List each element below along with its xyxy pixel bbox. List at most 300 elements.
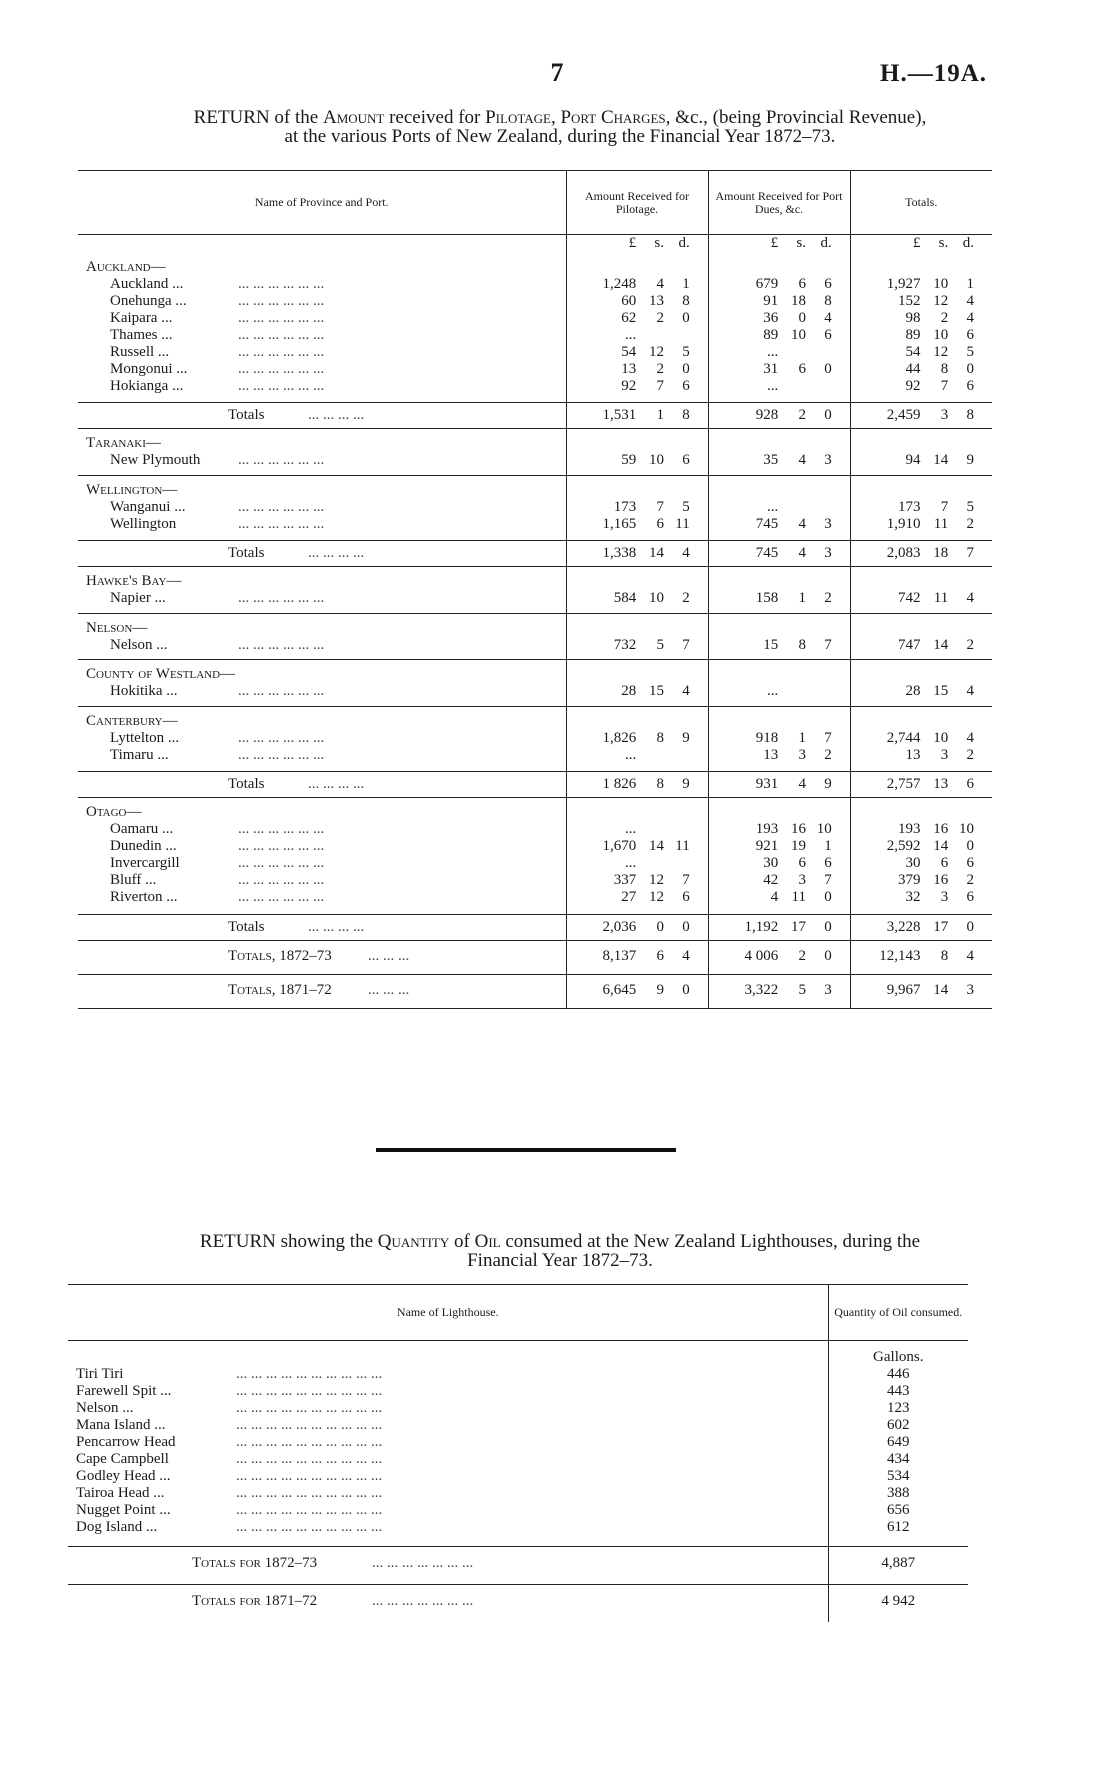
leader-dots: ... ... ... ... ... ... (238, 889, 325, 905)
leader-dots: ... ... ... ... ... ... ... ... ... ... (236, 1519, 383, 1535)
pounds-value: 36 (763, 309, 779, 326)
shillings-value: 8 (940, 360, 949, 377)
port-name-cell (78, 821, 566, 838)
pence-value: 5 (682, 343, 690, 360)
leader-dots: ... ... ... (368, 947, 410, 964)
amount-cell (566, 276, 708, 293)
lighthouse-name-cell (68, 1366, 828, 1383)
pounds-value: 28 (621, 683, 637, 699)
leader-dots: ... ... ... ... ... ... (238, 515, 325, 532)
pence-value: 4 (966, 292, 974, 309)
lighthouse-name-cell (68, 1468, 828, 1485)
port-row (78, 378, 992, 395)
lighthouse-row (68, 1400, 968, 1417)
leader-dots: ... ... ... ... ... ... ... ... ... ... (236, 1417, 383, 1433)
pounds-value: 379 (898, 872, 921, 888)
pence-value: 8 (682, 292, 690, 309)
pence-value: 6 (966, 855, 974, 871)
leader-dots: ... ... ... ... ... ... (238, 275, 325, 292)
port-name: Auckland ... (110, 275, 184, 292)
amount-cell (850, 940, 992, 974)
pounds-value: 2,757 (886, 776, 921, 792)
oil-quantity: 656 (887, 1502, 910, 1518)
pounds-value: 745 (755, 515, 779, 532)
port-name-cell (78, 327, 566, 344)
leader-dots: ... ... ... ... ... ... (238, 636, 325, 653)
shillings-value: 7 (940, 377, 949, 394)
pounds-value: 2,459 (886, 407, 921, 423)
port-row (78, 855, 992, 872)
shillings-value: 5 (656, 636, 664, 653)
shillings-value: 9 (656, 981, 664, 998)
shillings-value: 14 (649, 545, 664, 561)
port-row (78, 889, 992, 906)
amount-cell (566, 974, 708, 1008)
leader-dots: ... ... ... ... ... ... ... ... ... ... (236, 1502, 383, 1518)
amount-cell (708, 541, 850, 567)
amount-cell (708, 838, 850, 855)
pence-value: 6 (682, 452, 690, 468)
port-name-cell (78, 276, 566, 293)
shillings-value: 10 (649, 452, 664, 468)
section-divider (376, 1148, 676, 1152)
amount-cell (708, 940, 850, 974)
lighthouse-row (68, 1383, 968, 1400)
col-header-totals: Totals. (905, 195, 938, 209)
port-row (78, 276, 992, 293)
page-number: 7 (550, 58, 564, 87)
pence-value: 0 (966, 838, 974, 854)
amount-cell (708, 889, 850, 906)
leader-dots: ... ... ... ... ... ... ... ... ... ... (236, 1366, 383, 1382)
oil-total-quantity: 4 942 (881, 1592, 916, 1609)
port-name-cell (78, 855, 566, 872)
pilotage-title-post: , &c., (being Provincial Revenue), (665, 107, 927, 128)
leader-dots: ... ... ... ... ... ... (238, 729, 325, 746)
amount-cell (850, 683, 992, 700)
shillings-value: 2 (656, 360, 664, 377)
amount-cell (566, 821, 708, 838)
oil-title-sc2: Oil (474, 1231, 501, 1252)
amount-cell (850, 914, 992, 940)
pounds-value: 9,967 (886, 981, 921, 998)
amount-cell (850, 499, 992, 516)
units-row (78, 235, 992, 257)
pounds-value: 2,083 (886, 545, 921, 561)
port-row (78, 516, 992, 533)
port-name-cell (78, 872, 566, 889)
oil-quantity: 388 (887, 1485, 910, 1501)
amount-cell (850, 344, 992, 361)
unit-shilling: s. (654, 235, 664, 251)
amount-cell (708, 590, 850, 607)
pence-value: 8 (682, 407, 690, 423)
pilotage-title-line2: at the various Ports of New Zealand, during the Financial Year 1872–73. (284, 126, 836, 147)
province-row (78, 798, 992, 822)
shillings-value: 10 (933, 326, 949, 343)
amount-cell (566, 361, 708, 378)
port-name-cell (78, 730, 566, 747)
unit-pound: £ (913, 235, 921, 251)
province-row (78, 429, 992, 453)
shillings-value: 11 (933, 515, 949, 532)
amount-cell (566, 499, 708, 516)
amount-cell (566, 403, 708, 429)
shillings-value: 2 (798, 947, 806, 964)
shillings-value: 12 (649, 872, 664, 888)
province-row (78, 567, 992, 591)
amount-cell (566, 310, 708, 327)
pounds-value: 921 (755, 838, 779, 854)
pence-value: 0 (824, 947, 832, 964)
pence-value: 7 (966, 545, 974, 561)
shillings-value: 2 (798, 407, 806, 423)
lighthouse-name: Farewell Spit ... (76, 1383, 172, 1399)
pence-value: 11 (675, 838, 690, 854)
leader-dots: ... ... ... ... ... ... ... ... ... ... (236, 1383, 383, 1399)
pence-value: 3 (824, 515, 832, 532)
pence-value: 4 (966, 683, 974, 699)
shillings-value: 0 (798, 309, 806, 326)
pounds-value: 15 (763, 636, 779, 653)
pence-value: 9 (966, 452, 974, 468)
units-cell (566, 235, 708, 257)
lighthouse-name: Tairoa Head ... (76, 1485, 165, 1501)
amount-cell (850, 293, 992, 310)
amount-cell (850, 452, 992, 469)
amount-cell (850, 974, 992, 1008)
pence-value: 4 (824, 309, 832, 326)
pounds-value: 1,927 (886, 275, 921, 292)
pounds-value: 337 (613, 872, 637, 888)
port-name: Lyttelton ... (110, 729, 180, 746)
amount-cell (566, 683, 708, 700)
pounds-value: 13 (905, 746, 921, 763)
pence-value: 2 (966, 636, 974, 653)
leader-dots: ... ... ... ... ... ... ... ... ... ... (236, 1400, 383, 1416)
leader-dots: ... ... ... ... ... ... (238, 821, 325, 837)
lighthouse-name: Pencarrow Head (76, 1434, 176, 1450)
port-name: Mongonui ... (110, 360, 188, 377)
pounds-value: 54 (621, 343, 637, 360)
port-row (78, 499, 992, 516)
province-total-row (78, 914, 992, 940)
pence-value: 6 (824, 855, 832, 871)
leader-dots: ... ... ... ... ... ... (238, 746, 325, 763)
port-name: Hokitika ... (110, 683, 178, 699)
pence-value: 11 (675, 515, 690, 532)
province-name: Otago— (78, 798, 566, 822)
pence-value: 4 (966, 729, 974, 746)
oil-title-line2: Financial Year 1872–73. (467, 1250, 653, 1271)
pounds-value: 54 (905, 343, 921, 360)
pounds-value: 35 (763, 452, 779, 468)
total-label: Totals (228, 918, 265, 935)
port-row (78, 327, 992, 344)
leader-dots: ... ... ... ... (308, 918, 365, 935)
amount-cell (708, 772, 850, 798)
leader-dots: ... ... ... ... ... ... (238, 377, 325, 394)
lighthouse-name-cell (68, 1519, 828, 1536)
oil-quantity: 602 (887, 1417, 910, 1433)
amount-cell (850, 872, 992, 889)
shillings-value: 7 (656, 377, 664, 394)
total-label: Totals (228, 545, 265, 561)
amount-cell (566, 541, 708, 567)
pounds-value: 742 (898, 590, 921, 606)
amount-cell (708, 276, 850, 293)
port-name-cell (78, 378, 566, 395)
shillings-value: 10 (933, 729, 949, 746)
amount-cell (566, 838, 708, 855)
port-row (78, 637, 992, 654)
shillings-value: 3 (940, 746, 949, 763)
amount-cell (566, 293, 708, 310)
shillings-value: 8 (656, 729, 664, 746)
pounds-value: 931 (755, 776, 779, 792)
grand-total-label: Totals, 1872–73 (228, 947, 332, 964)
pounds-value: 60 (621, 292, 637, 309)
shillings-value: 16 (791, 821, 806, 837)
pence-value: 0 (824, 918, 832, 935)
pounds-value: 27 (621, 889, 637, 905)
grand-total-row (78, 940, 992, 974)
pence-value: 7 (824, 636, 832, 653)
shillings-value: 14 (649, 838, 664, 854)
amount-cell (708, 344, 850, 361)
amount-cell (708, 974, 850, 1008)
lighthouse-row (68, 1468, 968, 1485)
pounds-value: 2,744 (886, 729, 921, 746)
pence-value: 2 (966, 515, 974, 532)
pounds-value: 173 (613, 498, 637, 515)
port-name-cell (78, 637, 566, 654)
lighthouse-name-cell (68, 1434, 828, 1451)
pence-value: 4 (682, 947, 690, 964)
province-name: County of Westland— (78, 660, 566, 684)
shillings-value: 18 (791, 292, 806, 309)
lighthouse-name: Cape Campbell (76, 1451, 169, 1467)
amount-cell (708, 872, 850, 889)
pence-value: 3 (824, 545, 832, 561)
shillings-value: 7 (656, 498, 664, 515)
port-name-cell (78, 838, 566, 855)
province-name: Nelson— (78, 613, 566, 637)
pence-value: 0 (966, 918, 974, 935)
pence-value: 10 (816, 821, 832, 837)
pounds-value: 745 (755, 545, 779, 561)
pence-value: 9 (824, 776, 832, 792)
amount-cell (850, 590, 992, 607)
total-label: Totals (228, 776, 265, 792)
shillings-value: 6 (656, 947, 664, 964)
lighthouse-name: Nelson ... (76, 1400, 134, 1416)
shillings-value: 12 (933, 343, 949, 360)
pilotage-title-mid: received for (384, 107, 486, 128)
shillings-value: 3 (940, 889, 949, 905)
amount-cell (850, 361, 992, 378)
shillings-value: 4 (798, 545, 806, 561)
shillings-value: 15 (933, 683, 949, 699)
amount-cell (850, 747, 992, 764)
pence-value: 2 (966, 746, 974, 763)
oil-total-label-cell (68, 1546, 828, 1584)
shillings-value: 6 (798, 855, 806, 871)
amount-cell (850, 276, 992, 293)
pounds-value: 91 (763, 292, 779, 309)
pounds-value: 1,826 (602, 729, 637, 746)
pence-value: 6 (966, 889, 974, 905)
pounds-value: ... (767, 343, 779, 360)
leader-dots: ... ... ... ... ... ... (238, 838, 325, 854)
unit-shilling: s. (796, 235, 806, 251)
pence-value: 9 (682, 776, 690, 792)
pence-value: 0 (682, 360, 690, 377)
unit-shilling: s. (938, 235, 949, 251)
lighthouse-name-cell (68, 1417, 828, 1434)
pounds-value: 30 (763, 855, 779, 871)
pounds-value: 13 (763, 746, 779, 763)
shillings-value: 1 (798, 729, 806, 746)
pence-value: 9 (682, 729, 690, 746)
amount-cell (708, 747, 850, 764)
lighthouse-name: Tiri Tiri (76, 1366, 124, 1382)
pence-value: 8 (966, 407, 974, 423)
shillings-value: 14 (933, 636, 949, 653)
amount-cell (708, 452, 850, 469)
pence-value: 2 (682, 590, 690, 606)
grand-total-label: Totals, 1871–72 (228, 981, 332, 998)
leader-dots: ... ... ... ... (308, 407, 365, 423)
pence-value: 2 (824, 590, 832, 606)
shillings-value: 4 (798, 515, 806, 532)
unit-pound: £ (770, 235, 779, 251)
leader-dots: ... ... ... ... ... ... (238, 452, 325, 468)
pounds-value: ... (625, 855, 637, 871)
port-row (78, 590, 992, 607)
port-name-cell (78, 499, 566, 516)
pounds-value: 89 (905, 326, 921, 343)
total-label-cell (78, 914, 566, 940)
port-name: Nelson ... (110, 636, 168, 653)
shillings-value: 19 (791, 838, 806, 854)
pence-value: 0 (824, 407, 832, 423)
pence-value: 0 (682, 918, 690, 935)
amount-cell (708, 378, 850, 395)
pounds-value: ... (625, 821, 637, 837)
pence-value: 7 (824, 729, 832, 746)
province-name: Taranaki— (78, 429, 566, 453)
port-row (78, 344, 992, 361)
port-row (78, 310, 992, 327)
oil-total-row (68, 1584, 968, 1622)
pounds-value: 193 (755, 821, 779, 837)
leader-dots: ... ... ... ... ... ... (238, 326, 325, 343)
port-name: Riverton ... (110, 889, 178, 905)
shillings-value: 10 (933, 275, 949, 292)
lighthouse-name: Dog Island ... (76, 1519, 158, 1535)
pounds-value: 3,228 (886, 918, 921, 935)
amount-cell (850, 310, 992, 327)
pence-value: 5 (966, 343, 974, 360)
lighthouse-row (68, 1519, 968, 1536)
pounds-value: 42 (763, 872, 779, 888)
lighthouse-name: Nugget Point ... (76, 1502, 171, 1518)
grand-total-label-cell (78, 940, 566, 974)
port-row (78, 452, 992, 469)
leader-dots: ... ... ... ... ... ... (238, 343, 325, 360)
pounds-value: ... (767, 683, 779, 699)
shillings-value: 7 (940, 498, 949, 515)
amount-cell (708, 499, 850, 516)
shillings-value: 12 (649, 343, 664, 360)
pence-value: 7 (824, 872, 832, 888)
port-name-cell (78, 293, 566, 310)
amount-cell (850, 838, 992, 855)
amount-cell (708, 403, 850, 429)
amount-cell (566, 855, 708, 872)
lighthouse-row (68, 1434, 968, 1451)
shillings-value: 16 (933, 872, 949, 888)
amount-cell (708, 683, 850, 700)
amount-cell (850, 855, 992, 872)
port-row (78, 747, 992, 764)
amount-cell (566, 940, 708, 974)
pounds-value: 4 006 (744, 947, 779, 964)
shillings-value: 17 (791, 918, 806, 935)
pounds-value: 12,143 (879, 947, 921, 964)
shillings-value: 18 (933, 545, 949, 561)
pence-value: 7 (682, 636, 690, 653)
pounds-value: 158 (755, 590, 779, 606)
oil-total-label-cell (68, 1584, 828, 1622)
province-name: Hawke's Bay— (78, 567, 566, 591)
pounds-value: 59 (621, 452, 637, 468)
pounds-value: 1,248 (602, 275, 637, 292)
pilotage-title-sc1: Amount (322, 107, 385, 128)
shillings-value: 11 (791, 889, 806, 905)
col-header-name: Name of Province and Port. (78, 171, 566, 235)
pilotage-title (60, 108, 1060, 146)
amount-cell (850, 821, 992, 838)
port-name: Invercargill (110, 855, 180, 871)
pounds-value: 4 (770, 889, 779, 905)
port-name: Russell ... (110, 343, 170, 360)
pence-value: 7 (682, 872, 690, 888)
pounds-value: 1,165 (602, 515, 637, 532)
pounds-value: 1,338 (602, 545, 637, 561)
pounds-value: 92 (905, 377, 921, 394)
total-label-cell (78, 772, 566, 798)
port-name: Wellington (110, 515, 177, 532)
port-name: Dunedin ... (110, 838, 177, 854)
oil-title-post: consumed at the New Zealand Lighthouses, during the (500, 1231, 921, 1252)
oil-title-pre: RETURN showing the (199, 1231, 378, 1252)
port-name-cell (78, 683, 566, 700)
amount-cell (850, 541, 992, 567)
grand-total-label-cell (78, 974, 566, 1008)
pounds-value: ... (625, 746, 637, 763)
lighthouse-name-cell (68, 1400, 828, 1417)
port-name-cell (78, 361, 566, 378)
unit-pence: d. (962, 235, 974, 251)
shillings-value: 6 (940, 855, 949, 871)
leader-dots: ... ... ... ... ... ... (238, 292, 325, 309)
amount-cell (708, 327, 850, 344)
pounds-value: ... (625, 326, 637, 343)
pence-value: 0 (682, 309, 690, 326)
oil-total-quantity: 4,887 (881, 1554, 916, 1571)
